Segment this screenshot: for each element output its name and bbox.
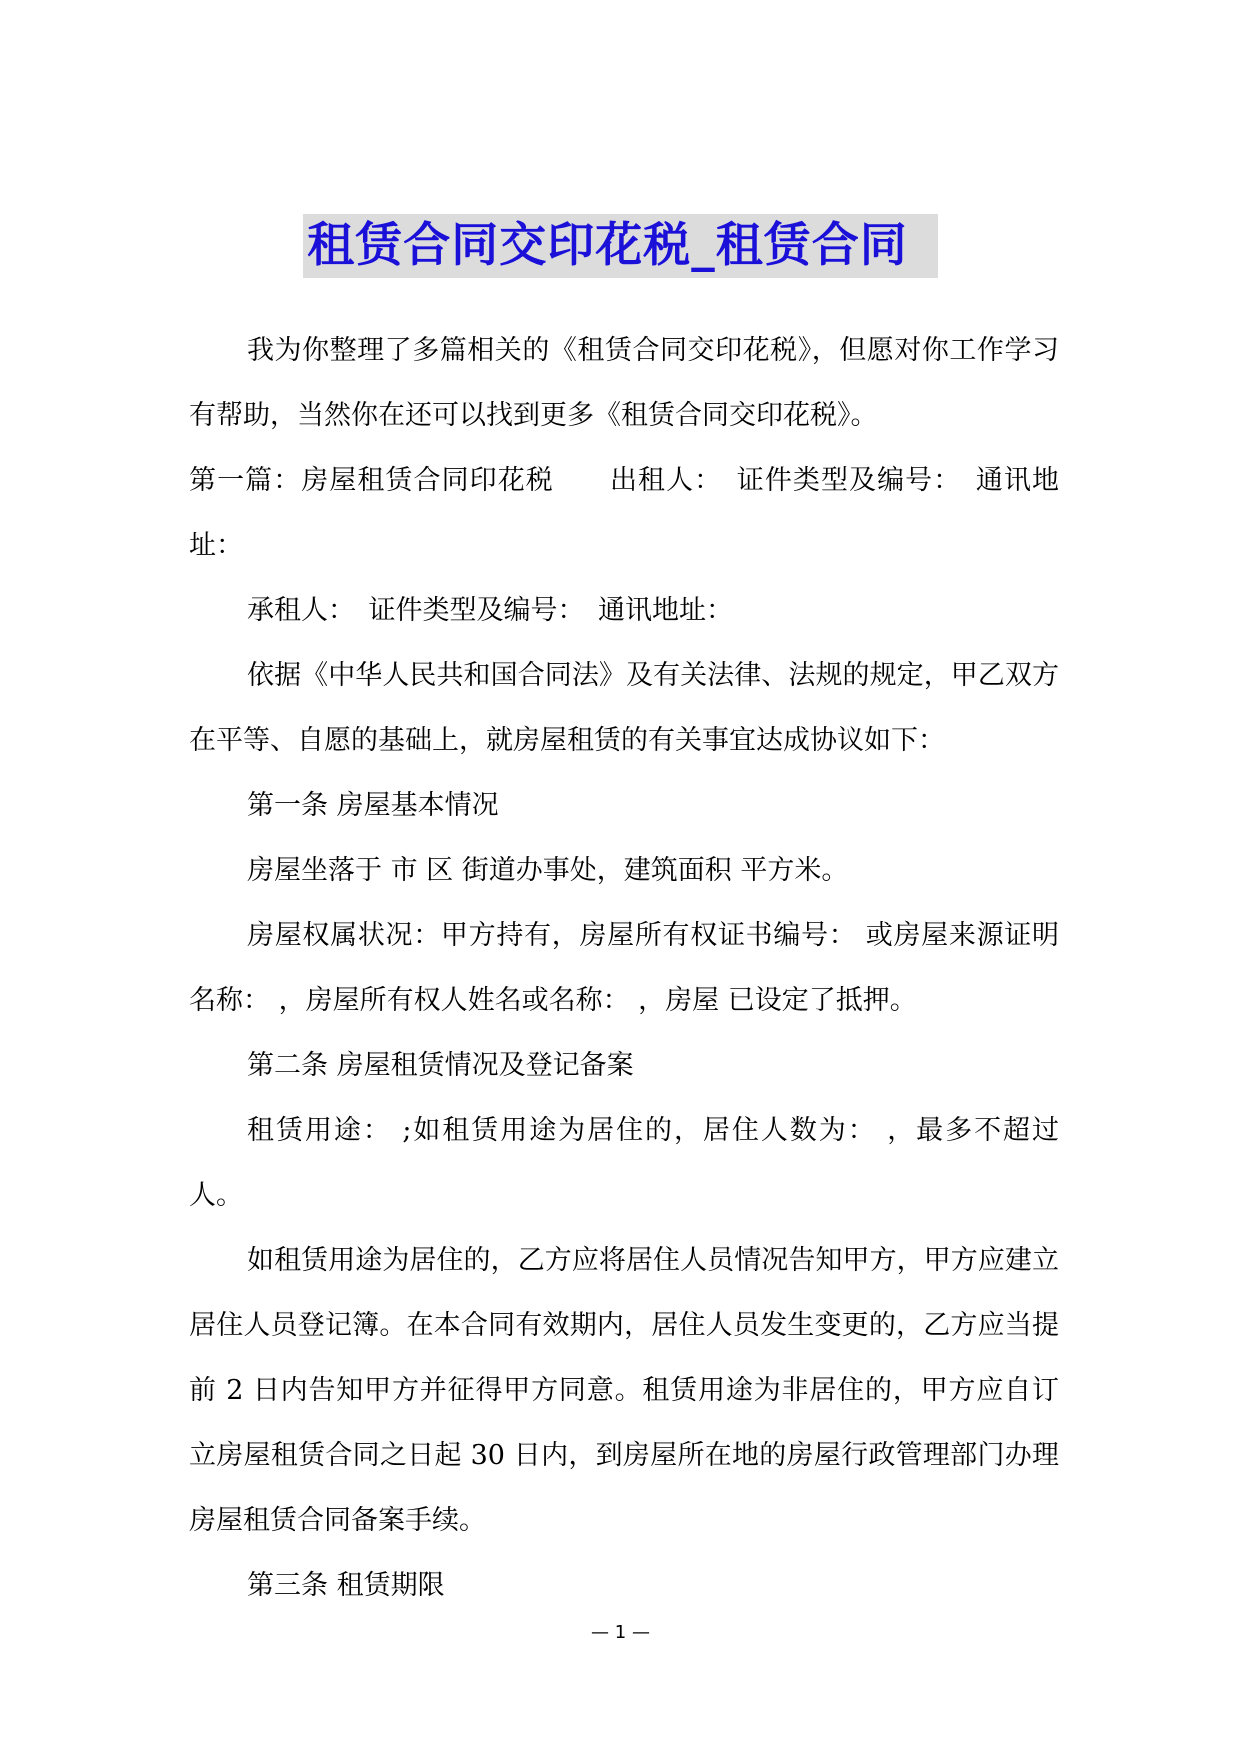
legal-basis-paragraph: 依据《中华人民共和国合同法》及有关法律、法规的规定，甲乙双方在平等、自愿的基础上，就房屋租赁的有关事宜达成协议如下： [189,660,1059,756]
document-body [189,318,1059,1618]
article-one-heading: 第一条 房屋基本情况 [247,790,499,821]
title-wrapper [0,214,1241,278]
section-heading-paragraph: 第一篇：房屋租赁合同印花税 出租人： 证件类型及编号： 通讯地址： [189,465,1059,561]
intro-paragraph: 我为你整理了多篇相关的《租赁合同交印花税》，但愿对你工作学习有帮助，当然你在还可以找到更多《租赁合同交印花税》。 [189,335,1059,431]
document-title: 租赁合同交印花税_租赁合同 [303,214,938,278]
usage-paragraph: 租赁用途： ;如租赁用途为居住的，居住人数为： ，最多不超过 人。 [189,1115,1059,1211]
ownership-paragraph: 房屋权属状况：甲方持有，房屋所有权证书编号： 或房屋来源证明名称： ，房屋所有权人姓名或名称： ，房屋 已设定了抵押。 [189,920,1059,1016]
tenant-paragraph: 承租人： 证件类型及编号： 通讯地址： [247,595,733,626]
article-three-heading: 第三条 租赁期限 [247,1570,445,1601]
house-location-paragraph: 房屋坐落于 市 区 街道办事处，建筑面积 平方米。 [247,855,849,886]
residence-registration-paragraph: 如租赁用途为居住的，乙方应将居住人员情况告知甲方，甲方应建立居住人员登记簿。在本合同有效期内，居住人员发生变更的，乙方应当提前 2 日内告知甲方并征得甲方同意。租赁用途为非居住的，甲方应自订立房屋租赁合同之日起 30 日内，到房屋所在地的房屋行政管理部门办理房屋租赁合同备案手续。 [189,1245,1059,1536]
page-number: — 1 — [591,1622,650,1643]
article-two-heading: 第二条 房屋租赁情况及登记备案 [247,1050,634,1081]
